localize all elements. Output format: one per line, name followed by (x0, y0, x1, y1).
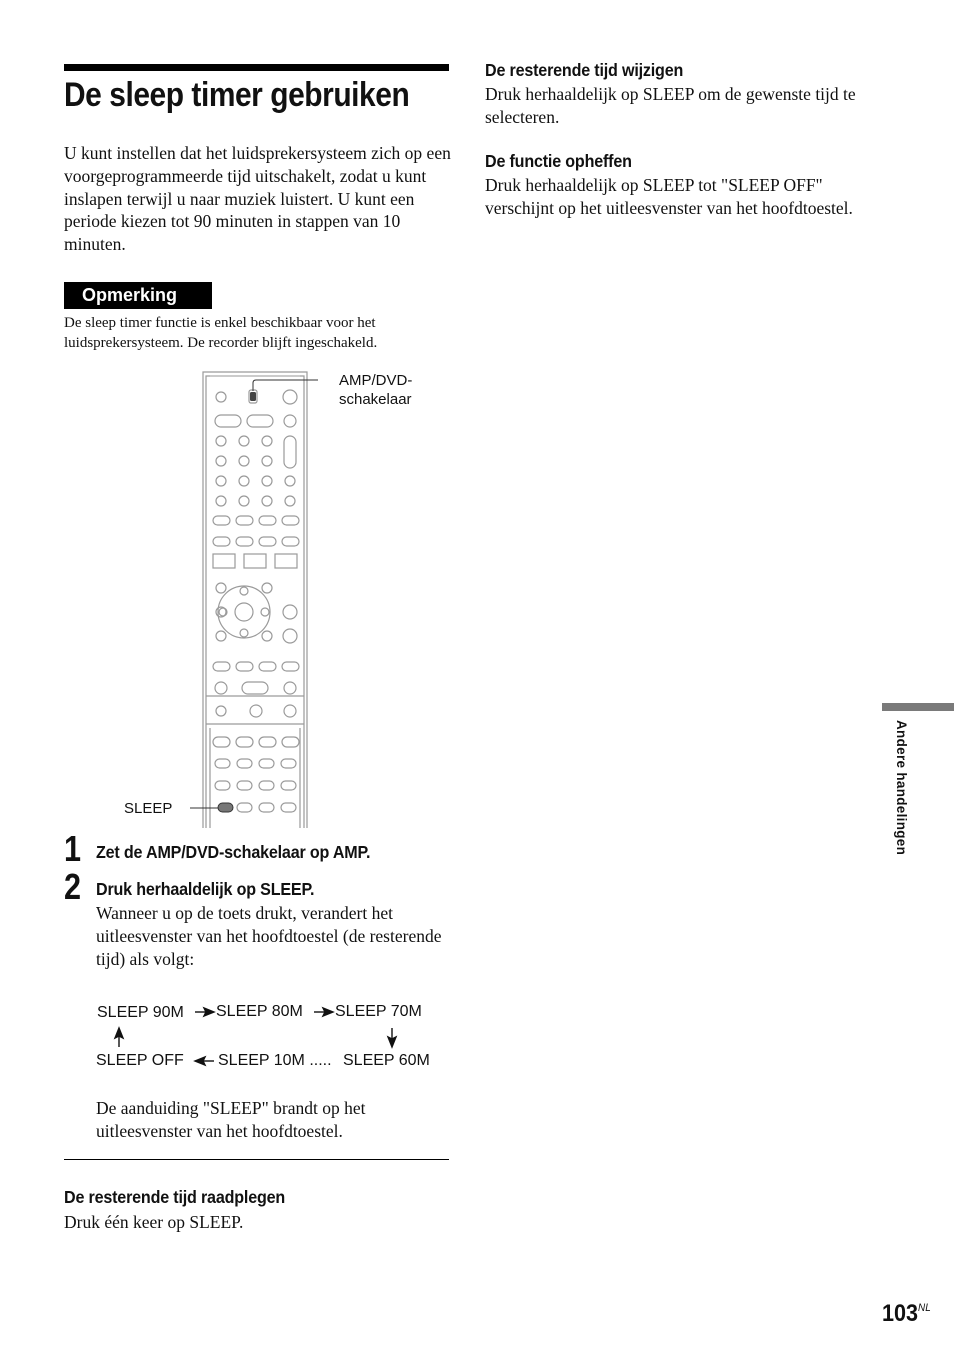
amp-dvd-switch-callout (339, 371, 412, 409)
check-text: Druk één keer op SLEEP. (64, 1212, 244, 1232)
step-1-number: 1 (64, 828, 82, 869)
section-divider (64, 1159, 449, 1160)
page-number (882, 1300, 931, 1328)
seq-sleep-80m: SLEEP 80M (216, 1003, 303, 1020)
step-1-title: Zet de AMP/DVD-schakelaar op AMP. (96, 842, 371, 862)
page-number-value: 103 (882, 1300, 919, 1327)
page-title: De sleep timer gebruiken (64, 76, 410, 114)
intro-paragraph: U kunt instellen dat het luidsprekersysteem zich op een voorgeprogrammeerde tijd uitschakelt, zodat u kunt inslapen terwijl u naar muziek luistert. U kunt een periode kiezen tot 90 minuten in stappen van 10 minuten. (64, 143, 451, 255)
seq-sleep-off: SLEEP OFF (96, 1052, 184, 1069)
note-label: Opmerking (64, 282, 212, 309)
side-tab-label: Andere handelingen (894, 720, 909, 856)
change-text: Druk herhaaldelijk op SLEEP om de gewenste tijd te selecteren. (485, 84, 856, 127)
callout-switch-line1: AMP/DVD- (339, 372, 413, 389)
seq-sleep-70m: SLEEP 70M (335, 1003, 422, 1020)
sleep-button-callout: SLEEP (124, 800, 173, 817)
seq-sleep-60m: SLEEP 60M (343, 1052, 430, 1069)
page-number-suffix: NL (918, 1302, 931, 1314)
remote-control-illustration (190, 366, 330, 828)
change-heading: De resterende tijd wijzigen (485, 60, 684, 80)
cancel-text: Druk herhaaldelijk op SLEEP tot "SLEEP OFF" verschijnt op het uitleesvenster van het hoofdtoestel. (485, 175, 853, 218)
step-2-text: Wanneer u op de toets drukt, verandert het uitleesvenster van het hoofdtoestel (de resterende tijd) als volgt: (96, 903, 442, 969)
seq-sleep-90m: SLEEP 90M (97, 1004, 184, 1021)
seq-sleep-10m: SLEEP 10M ..... (218, 1052, 332, 1069)
check-heading: De resterende tijd raadplegen (64, 1187, 286, 1207)
step-2-number: 2 (64, 866, 82, 907)
cancel-heading: De functie opheffen (485, 151, 632, 171)
note-text: De sleep timer functie is enkel beschikbaar voor het luidsprekersysteem. De recorder blijft ingeschakeld. (64, 315, 378, 351)
callout-switch-line2: schakelaar (339, 391, 412, 408)
step-2-title: Druk herhaaldelijk op SLEEP. (96, 879, 315, 899)
indicator-text: De aanduiding "SLEEP" brandt op het uitleesvenster van het hoofdtoestel. (96, 1098, 366, 1141)
side-tab-bar (882, 703, 954, 711)
title-rule (64, 64, 449, 71)
sequence-arrows (90, 1000, 450, 1070)
